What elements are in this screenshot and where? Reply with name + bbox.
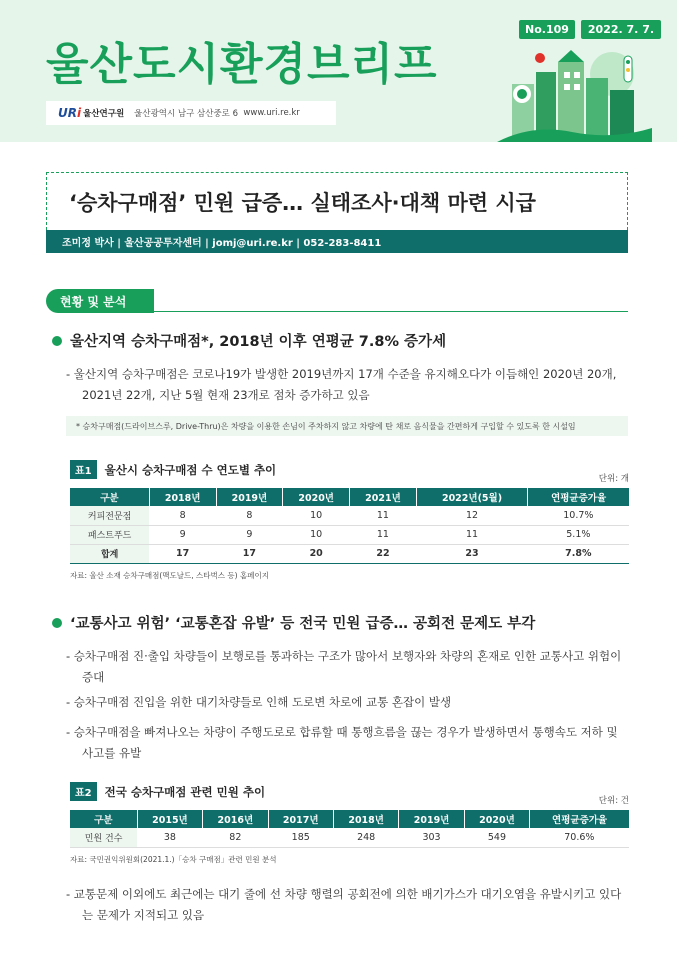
section-divider (154, 311, 628, 312)
org-address: 울산광역시 남구 삼산중로 6 (134, 109, 239, 119)
section-tab: 현황 및 분석 (46, 289, 154, 313)
table-row (70, 544, 629, 563)
table-cell: 패스트푸드 (70, 525, 149, 544)
paragraph-3: - 승차구매점 진입을 위한 대기차량들로 인해 도로변 차로에 교통 혼잡이 발생 (66, 695, 452, 709)
column-header: 2021년 (350, 488, 417, 506)
table-cell: 9 (149, 525, 216, 544)
table-cell: 20 (283, 544, 350, 563)
table-cell: 38 (137, 828, 202, 847)
org-name: 울산연구원 (83, 109, 125, 119)
paragraph-4: - 승차구매점을 빠져나오는 차량이 주행도로로 합류할 때 통행흐름을 끊는 경우가 발생하면서 통행속도 저하 및 사고를 유발 (66, 725, 618, 760)
green-dot-icon (52, 336, 62, 346)
article-title: ‘승차구매점’ 민원 급증… 실태조사·대책 마련 시급 (69, 190, 536, 215)
table-cell: 9 (216, 525, 283, 544)
table-cell: 10 (283, 525, 350, 544)
column-header: 2022년(5월) (416, 488, 527, 506)
green-dot-icon (52, 618, 62, 628)
masthead (0, 0, 677, 142)
paragraph-2: - 승차구매점 진·출입 차량들이 보행로를 통과하는 구조가 많아서 보행자와 차량의 혼재로 인한 교통사고 위험이 증대 (66, 649, 622, 684)
issue-date: 2022. 7. 7. (581, 20, 661, 39)
paragraph-1: - 울산지역 승차구매점은 코로나19가 발생한 2019년까지 17개 수준을 유지해오다가 이듬해인 2020년 20개, 2021년 22개, 지난 5월 현재 23개로 점차 증가하고 있음 (66, 367, 617, 402)
table-cell: 82 (203, 828, 268, 847)
table-cell: 7.8% (528, 544, 629, 563)
column-header: 2020년 (464, 810, 529, 828)
column-header: 구분 (70, 488, 149, 506)
table1-tag: 표1 (70, 460, 97, 479)
table-row (70, 506, 629, 525)
eco-city-illustration-icon (492, 44, 652, 142)
table-cell: 23 (416, 544, 527, 563)
table-cell: 248 (333, 828, 398, 847)
table2-source: 자료: 국민권익위원회(2021.1.)「승차 구매점」관련 민원 분석 (70, 855, 277, 864)
article-title-box (46, 172, 628, 230)
table1-heading (70, 460, 276, 479)
table-cell: 커피전문점 (70, 506, 149, 525)
brief-title: 울산도시환경브리프 (46, 39, 438, 90)
table1-source: 자료: 울산 소재 승차구매점(맥도날드, 스타벅스 등) 홈페이지 (70, 571, 269, 580)
column-header: 2017년 (268, 810, 333, 828)
table-cell: 303 (399, 828, 464, 847)
subheading-1 (52, 330, 446, 351)
table1-title: 울산시 승차구매점 수 연도별 추이 (104, 462, 277, 477)
table-cell: 17 (216, 544, 283, 563)
table2-heading (70, 782, 265, 801)
table-cell: 12 (416, 506, 527, 525)
table-cell: 10 (283, 506, 350, 525)
table1 (70, 488, 629, 564)
table2-tag: 표2 (70, 782, 97, 801)
table-cell: 70.6% (530, 828, 629, 847)
table-cell: 11 (350, 506, 417, 525)
column-header: 연평균증가율 (528, 488, 629, 506)
table-cell: 549 (464, 828, 529, 847)
column-header: 연평균증가율 (530, 810, 629, 828)
column-header: 2018년 (333, 810, 398, 828)
table1-unit: 단위: 개 (598, 474, 629, 484)
table-cell: 17 (149, 544, 216, 563)
column-header: 2018년 (149, 488, 216, 506)
table-cell: 8 (149, 506, 216, 525)
table-cell: 5.1% (528, 525, 629, 544)
column-header: 2019년 (216, 488, 283, 506)
table-cell: 185 (268, 828, 333, 847)
author-bar: 조미정 박사 | 울산공공투자센터 | jomj@uri.re.kr | 052-283-8411 (46, 230, 628, 253)
paragraph-5: - 교통문제 이외에도 최근에는 대기 줄에 선 차량 행렬의 공회전에 의한 배기가스가 대기오염을 유발시키고 있다는 문제가 지적되고 있음 (66, 887, 622, 922)
table2-title: 전국 승차구매점 관련 민원 추이 (104, 784, 266, 799)
subheading-2 (52, 612, 535, 633)
table-cell: 10.7% (528, 506, 629, 525)
column-header: 2015년 (137, 810, 202, 828)
org-bar (46, 101, 336, 125)
table-cell: 11 (416, 525, 527, 544)
table2 (70, 810, 629, 848)
column-header: 구분 (70, 810, 137, 828)
table-cell: 22 (350, 544, 417, 563)
subheading-1-text: 울산지역 승차구매점*, 2018년 이후 연평균 7.8% 증가세 (70, 334, 447, 350)
table-cell: 민원 건수 (70, 828, 137, 847)
table2-unit: 단위: 건 (598, 796, 629, 806)
table-row (70, 828, 629, 847)
column-header: 2016년 (203, 810, 268, 828)
issue-number: No.109 (519, 20, 575, 39)
org-website[interactable]: www.uri.re.kr (243, 108, 300, 118)
issue-badges (519, 20, 661, 39)
column-header: 2019년 (399, 810, 464, 828)
org-logo: URi (58, 106, 82, 120)
column-header: 2020년 (283, 488, 350, 506)
footnote: * 승차구매점(드라이브스루, Drive-Thru)은 차량을 이용한 손님이 주차하지 않고 차량에 탄 채로 음식물을 간편하게 구입할 수 있도록 한 시설임 (66, 416, 628, 436)
subheading-2-text: ‘교통사고 위험’ ‘교통혼잡 유발’ 등 전국 민원 급증… 공회전 문제도 부각 (70, 616, 536, 632)
table-cell: 합계 (70, 544, 149, 563)
table-cell: 11 (350, 525, 417, 544)
table-row (70, 525, 629, 544)
table-cell: 8 (216, 506, 283, 525)
